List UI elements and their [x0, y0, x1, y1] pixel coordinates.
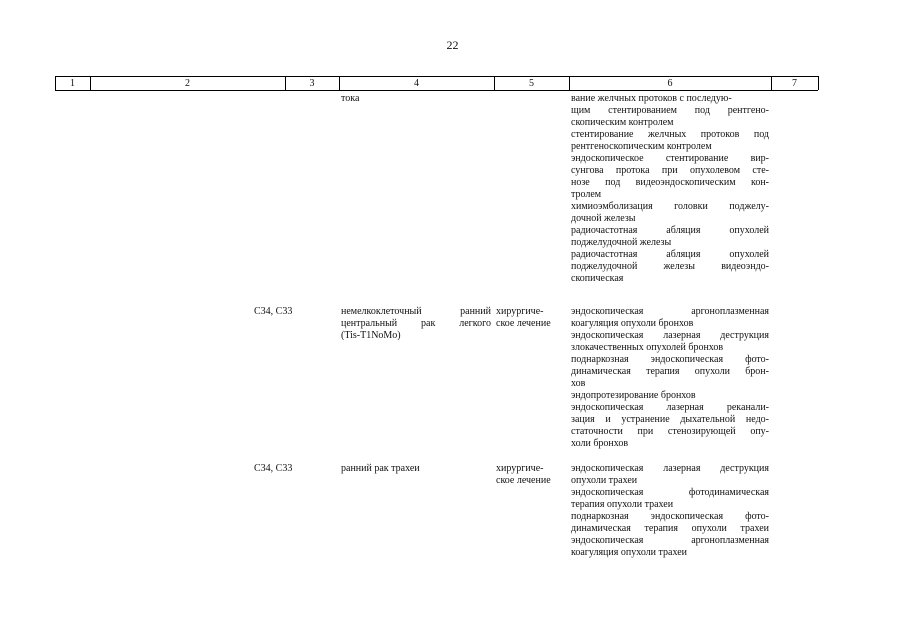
text-line: рентгеноскопическим контролем: [571, 141, 712, 152]
header-col-5: 5: [529, 78, 534, 89]
text-line: статочности при стенозирующей опу-: [571, 426, 769, 437]
text-line: C34, C33: [254, 306, 293, 317]
text-line: нозе под видеоэндоскопическим кон-: [571, 177, 769, 188]
text-line: центральный рак легкого: [341, 318, 491, 329]
text-line: эндоскопическая фотодинамическая: [571, 487, 769, 498]
header-col-4: 4: [414, 78, 419, 89]
header-col-2: 2: [185, 78, 190, 89]
block3-diagnosis: [341, 463, 491, 475]
text-line: химиоэмболизация головки поджелу-: [571, 201, 769, 212]
text-line: зация и устранение дыхательной недо-: [571, 414, 769, 425]
text-line: опухоли трахеи: [571, 475, 638, 486]
header-divider: [90, 76, 91, 90]
block3-treatment-type: [496, 463, 568, 487]
text-line: поджелудочной железы: [571, 237, 672, 248]
text-line: дочной железы: [571, 213, 636, 224]
block1-methods: [571, 93, 769, 285]
text-line: эндоскопическое стентирование вир-: [571, 153, 769, 164]
text-line: холи бронхов: [571, 438, 629, 449]
text-line: эндоскопическая аргоноплазменная: [571, 535, 769, 546]
block3-methods: [571, 463, 769, 559]
text-line: скопическим контролем: [571, 117, 674, 128]
text-line: злокачественных опухолей бронхов: [571, 342, 724, 353]
block1-diagnosis: [341, 93, 491, 105]
block3-icd-codes: [254, 463, 334, 475]
text-line: ское лечение: [496, 318, 551, 329]
text-line: хов: [571, 378, 586, 389]
header-col-7: 7: [792, 78, 797, 89]
text-line: сунгова протока при опухолевом сте-: [571, 165, 769, 176]
text-line: щим стентированием под рентгено-: [571, 105, 769, 116]
text-line: тролем: [571, 189, 602, 200]
text-line: терапия опухоли трахеи: [571, 499, 674, 510]
text-line: динамическая терапия опухоли трахеи: [571, 523, 769, 534]
block2-treatment-type: [496, 306, 568, 330]
header-divider: [339, 76, 340, 90]
block2-methods: [571, 306, 769, 450]
text-line: вание желчных протоков с последую-: [571, 93, 732, 104]
text-line: немелкоклеточный ранний: [341, 306, 491, 317]
text-line: коагуляция опухоли трахеи: [571, 547, 687, 558]
text-line: эндопротезирование бронхов: [571, 390, 696, 401]
text-line: хирургиче-: [496, 463, 544, 474]
text-line: эндоскопическая лазерная деструкция: [571, 330, 769, 341]
text-line: эндоскопическая лазерная реканали-: [571, 402, 769, 413]
text-line: скопическая: [571, 273, 624, 284]
text-line: поднаркозная эндоскопическая фото-: [571, 511, 769, 522]
header-col-6: 6: [667, 78, 673, 89]
text-line: C34, C33: [254, 463, 293, 474]
text-line: стентирование желчных протоков под: [571, 129, 769, 140]
text-line: хирургиче-: [496, 306, 544, 317]
block2-icd-codes: [254, 306, 334, 318]
header-col-3: 3: [309, 78, 315, 89]
header-divider: [55, 76, 56, 90]
block2-diagnosis: [341, 306, 491, 342]
text-line: (Tis-T1NoMo): [341, 330, 401, 341]
page-number: 22: [446, 38, 459, 52]
table-header-row: [55, 76, 818, 91]
text-line: эндоскопическая лазерная деструкция: [571, 463, 769, 474]
text-line: тока: [341, 93, 360, 104]
text-line: поджелудочной железы видеоэндо-: [571, 261, 769, 272]
text-line: эндоскопическая аргоноплазменная: [571, 306, 769, 317]
text-line: динамическая терапия опухоли брон-: [571, 366, 769, 377]
text-line: поднаркозная эндоскопическая фото-: [571, 354, 769, 365]
header-divider: [818, 76, 819, 90]
text-line: радиочастотная абляция опухолей: [571, 225, 769, 236]
header-col-1: 1: [70, 78, 75, 89]
header-divider: [285, 76, 286, 90]
header-divider: [771, 76, 772, 90]
header-divider: [569, 76, 570, 90]
text-line: ское лечение: [496, 475, 551, 486]
text-line: радиочастотная абляция опухолей: [571, 249, 769, 260]
text-line: ранний рак трахеи: [341, 463, 420, 474]
text-line: коагуляция опухоли бронхов: [571, 318, 694, 329]
header-divider: [494, 76, 495, 90]
